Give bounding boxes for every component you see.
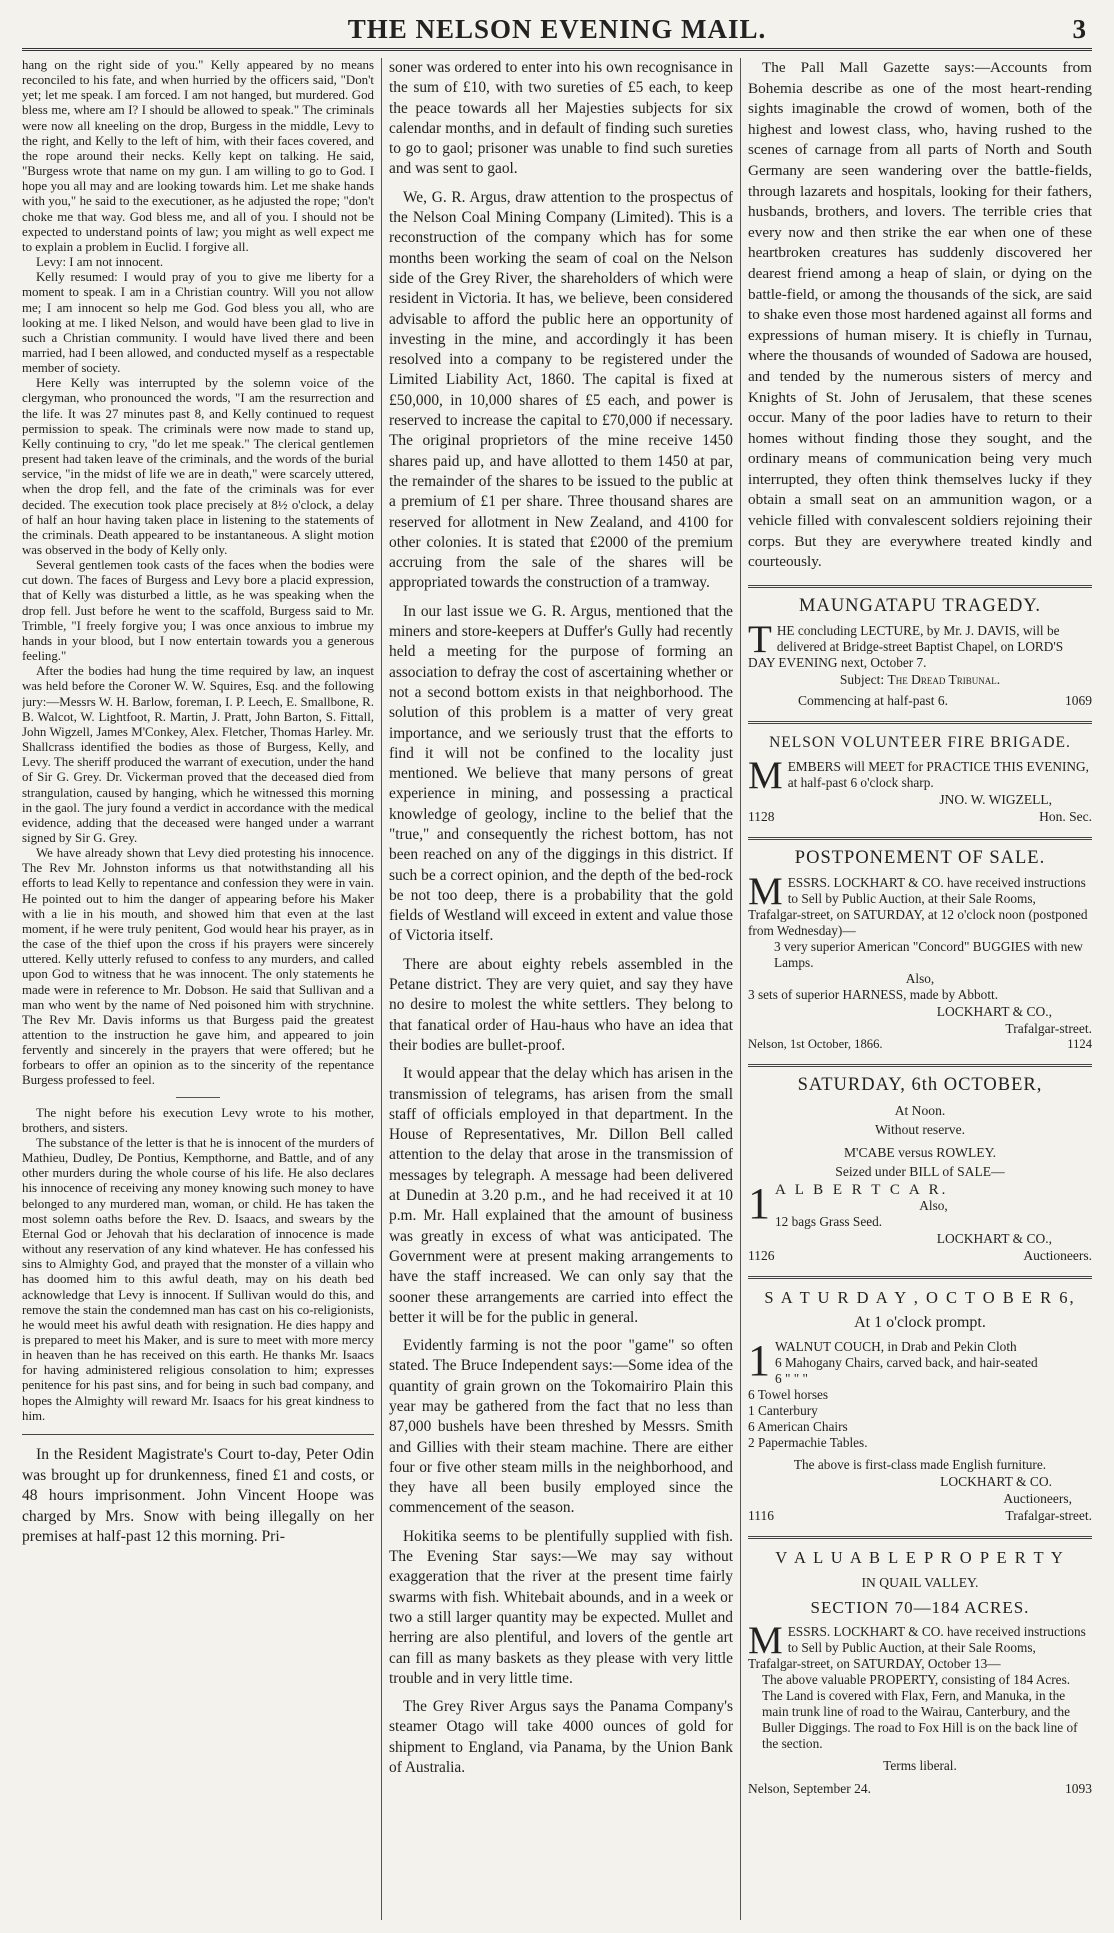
ad-case: M'CABE versus ROWLEY. [843, 1144, 997, 1160]
ad-description: The above valuable PROPERTY, consisting of 184 Acres. [762, 1671, 1071, 1687]
ad-firm: LOCKHART & CO. [940, 1473, 1052, 1489]
ad-item: 12 bags Grass Seed. [775, 1213, 883, 1229]
advertisement-furniture [748, 1289, 1092, 1524]
ad-item: 3 very superior American "Concord" BUGGIES with new Lamps. [774, 938, 1083, 970]
ad-firm: LOCKHART & CO., [936, 1230, 1052, 1246]
ad-also: Also, [905, 970, 935, 986]
ad-body: HE concluding LECTURE, by Mr. J. DAVIS, will be delivered at Bridge-street Baptist Chapel, on LORD'S DAY EVENING next, October 7. [748, 622, 1064, 670]
article-paragraph: It would appear that the delay which has arisen in the transmission of telegrams, has arisen from the small staff of officials employed in that department. In the House of Representatives, Mr. Dillon Bell called attention to the delay that arose in the transmission of messages by telegraph. A message had been delivered at Dunedin at 3.20 p.m., and he had received it at 10 p.m. Mr. Hall explained that the amount of business was greatly in excess of what was anticipated. The Government were at present making arrangements to have the staff increased. We can only say that the sooner these arrangements are carried into effect the better it will be for the public in general. [389, 1065, 733, 1326]
ad-subheading: Without reserve. [874, 1121, 966, 1137]
article-paragraph: There are about eighty rebels assembled in the Petane district. They are very quiet, and say they have no desire to molest the white settlers. They belong to that fanatical order of Hau-haus who have an idea that their bodies are bullet-proof. [389, 955, 733, 1054]
ad-seized: Seized under BILL of SALE— [835, 1163, 1005, 1179]
separator [22, 1434, 374, 1435]
advertisement-postponement [748, 847, 1092, 1052]
column-divider [381, 58, 382, 1920]
ad-street: Trafalgar-street. [1005, 1507, 1092, 1523]
article-paragraph: soner was ordered to enter into his own recognisance in the sum of £10, with two sureties of £5 each, to keep the peace towards all her Majesties subjects for six calendar months, and in default of finding such sureties to go to gaol; prisoner was unable to find such sureties and was sent to gaol. [389, 59, 733, 178]
ad-number: 1124 [1067, 1036, 1092, 1051]
ad-item: 3 sets of superior HARNESS, made by Abbott. [748, 986, 999, 1002]
article-paragraph: The substance of the letter is that he is innocent of the murders of Mathieu, Dudley, De Pontius, Kempthorne, and Battle, and of any other murders during the whole course of his life. He also declares his innocence of receiving any money knowing such money to have belonged to any murdered man, woman, or child. He has taken the most solemn oaths before the Rev. D. Isaacs, and swears by the Eternal God or Jehovah that his declaration of innocence is made without any reservation of any kind whatever. He has confessed his sins to Almighty God, and prayed that the monster of a villain who has doomed him to this awful death, may on his death bed acknowledge that Levy is innocent. If Sullivan would do this, and remove the stain the condemned man has cast on his co-religionists, he would meet his awful death with resignation. He dies happy and is prepared to meet his Maker, and is sure to meet with more mercy in heaven than he has received on this earth. He thanks Mr. Isaacs for having administered religious consolation to him; expresses penitence for his past sins, and for being in such bad company, and hopes the Almighty will reward Mr. Isaacs for his great kindness to him. [22, 1135, 374, 1423]
ad-role: Auctioneers. [1023, 1247, 1092, 1263]
ad-subheading: At Noon. [894, 1102, 946, 1118]
ad-line: WALNUT COUCH, in Drab and Pekin Cloth [775, 1338, 1017, 1354]
separator [176, 1097, 220, 1098]
court-report: In the Resident Magistrate's Court to-day, Peter Odin was brought up for drunkenness, fined £1 and costs, or 48 hours imprisonment. John Vincent Hoope was charged by Mrs. Snow with being illegally on her premises at half-past 12 this morning. Pri- [22, 1445, 374, 1546]
article-paragraph: Kelly resumed: I would pray of you to give me liberty for a moment to speak. I am in a Christian country. Will you not allow me; I am innocent so help me God. God bless you all, who are looking at me. I liked Nelson, and would have been glad to live in such a Christian community. I would have lived there and been married, had I been allowed, and conducted myself as a respectable member of society. [22, 270, 374, 376]
ad-also: Also, [919, 1197, 948, 1213]
ad-date: Nelson, 1st October, 1866. [748, 1036, 883, 1051]
ad-body: ESSRS. LOCKHART & CO. have received instructions to Sell by Public Auction, at their Sale Rooms, Trafalgar-street, on SATURDAY, at 12 o'clock noon (postponed from Wednesday)— [748, 874, 1088, 938]
drop-cap: T [748, 617, 772, 661]
ad-description: The Land is covered with Flax, Fern, and Manuka, in the main trunk line of road to the Wairau, Canterbury, and the Buller Diggings. The road to Fox Hill is on the back line of the section. [762, 1687, 1078, 1751]
ad-item: A L B E R T C A R. [775, 1181, 949, 1198]
column-divider [740, 58, 741, 1920]
ad-street: Trafalgar-street. [1005, 1020, 1092, 1036]
article-paragraph: Levy: I am not innocent. [36, 255, 164, 270]
column-1 [22, 58, 374, 1920]
article-paragraph: Hokitika seems to be plentifully supplied with fish. The Evening Star says:—We may say without exaggeration that the river at the present time fairly swarms with fish. Whitebait abounds, and in a week or two a still larger quantity may be expected. Mullet and herring are also plentiful, and lovers of the gentle art can fill as many baskets as they please with very little trouble and in very little time. [389, 1527, 733, 1687]
ad-subject-label: Subject: [839, 671, 885, 687]
article-paragraph: hang on the right side of you." Kelly appeared by no means reconciled to his fate, and when hurried by the officers said, "Don't yet; let me speak. I am forced. I am not hanged, but murdered. God bless me, where am I? I should be allowed to speak." The criminals were now all kneeling on the drop, Burgess in the middle, Levy to the right, and Kelly to the left of him, with their faces covered, and the rope around their necks. Kelly kept on talking. He said, "Burgess wrote that name on my gun. I am willing to go to God. I hope you all may and are looking towards him. Let me shake hands with you," he said to the executioner, as he adjusted the rope; "don't choke me that way. God bless me, and all of you. I should not be expected to understand points of law; you might as well expect me to explain a problem in Euclid. I forgive all. [22, 58, 374, 254]
drop-cap: M [748, 1618, 783, 1662]
ad-heading: SATURDAY, 6th OCTOBER, [797, 1074, 1043, 1095]
ad-line: 1 Canterbury [748, 1402, 818, 1418]
article-paragraph: Several gentlemen took casts of the faces when the bodies were cut down. The faces of Burgess and Levy bore a placid expression, that of Kelly was disturbed a little, as he was speaking when the drop fell. Just before he went to the scaffold, Burgess said to Mr. Trimble, "I freely forgive you; I was once anxious to imbrue my hands in your blood, but I now entertain towards you a generous feeling." [22, 558, 374, 664]
ad-terms: Terms liberal. [883, 1757, 957, 1773]
ad-section: SECTION 70—184 ACRES. [810, 1597, 1030, 1617]
advertisement-fire-brigade [748, 734, 1092, 825]
column-2 [389, 58, 733, 1920]
article-paragraph: We have already shown that Levy died protesting his innocence. The Rev Mr. Johnston informs us that notwithstanding all his efforts to lead Kelly to repentance and confession they were in vain. He pointed out to him the danger of appearing before his Maker with a lie in his mouth, and showed him that even at the last moment, if he were truly penitent, God would hear his prayer, as in the case of the thief upon the cross if his prayers were sincerely uttered. Kelly utterly refused to confess to any murders, and called upon God to witness that he was innocent. The only statements he made were in reference to Mr. Dobson. He said that Sullivan and a man who went by the name of Ned poisoned him with strychnine. The Rev Mr. Davis informs us that Burgess paid the greatest attention to the instruction he gave him, and appeared to join fervently and sincerely in the prayers that were offered; but he forbears to offer an opinion as to the sincerity of the repentance Burgess professed to feel. [22, 846, 374, 1088]
ad-heading: V A L U A B L E P R O P E R T Y [775, 1547, 1065, 1567]
ad-commencing: Commencing at half-past 6. [798, 692, 948, 708]
ad-number: 1069 [1065, 692, 1092, 708]
ad-date: Nelson, September 24. [748, 1780, 871, 1796]
separator [748, 1276, 1092, 1279]
masthead [0, 0, 1114, 50]
ad-line: 6 " " " [775, 1370, 808, 1386]
article-paragraph: After the bodies had hung the time required by law, an inquest was held before the Coroner W. W. Squires, Esq. and the following jury:—Messrs W. H. Barlow, foreman, I. P. Leech, E. Smallbone, R. B. Walcot, W. Lightfoot, R. Martin, J. Pratt, John Barton, S. Fittall, John Wigzell, James M'Conkey, Alex. Fletcher, Thomas Harley. Mr. Shallcrass identified the bodies as those of Burgess, Kelly, and Levy. The sheriff produced the warrant of execution, under the hand of Sir G. Grey. Dr. Vickerman proved that the deceased died from strangulation, caused by hanging, which he witnessed this morning in the gaol. The jury found a verdict in accordance with the medical evidence, adding that the deceased were hanged under a warrant signed by Sir G. Grey. [22, 664, 374, 845]
ad-role: Auctioneers, [1003, 1490, 1072, 1506]
article-paragraph: Here Kelly was interrupted by the solemn voice of the clergyman, who pronounced the words, "I am the resurrection and the life. It was 27 minutes past 8, and Kelly continued to request permission to speak. The criminals were now made to stand up, Kelly continuing to cry, "do let me speak." The clerical gentlemen present had taken leave of the criminals, and the words of the burial service, "in the midst of life we are in death," were scarcely uttered, when the drop fell, and the fate of the criminals was for ever decided. The execution took place precisely at 8½ o'clock, a delay of half an hour having taken place in listening to the statements of the criminals. Death appeared to be instantaneous. A slight motion was observed in the body of Kelly only. [22, 376, 374, 557]
masthead-rule [22, 48, 1092, 51]
ad-number: 1126 [748, 1247, 775, 1263]
article-paragraph: Evidently farming is not the poor "game" so often stated. The Bruce Independent says:—Some idea of the quantity of grain grown on the Tokomairiro Plain this year may be gathered from the fact that no less than 87,000 bushels have been threshed by Messrs. Smith and Gillies with their steam machine. There are either four or five other steam mills in the neighborhood, and they have all been busily employed since the commencement of the season. [389, 1337, 733, 1517]
separator [748, 837, 1092, 840]
ad-subject: The Dread Tribunal. [887, 671, 1001, 687]
page-number: 3 [1072, 14, 1086, 44]
drop-cap: 1 [748, 1335, 770, 1385]
ad-line: 6 Mahogany Chairs, carved back, and hair-seated [775, 1354, 1038, 1370]
ad-body: EMBERS will MEET for PRACTICE THIS EVENING, at half-past 6 o'clock sharp. [787, 758, 1089, 790]
ad-subheading: At 1 o'clock prompt. [854, 1313, 986, 1331]
advertisement-property [748, 1549, 1092, 1797]
separator [748, 1536, 1092, 1539]
separator [748, 1064, 1092, 1067]
column-3 [748, 58, 1092, 1920]
article-paragraph: The night before his execution Levy wrote to his mother, brothers, and sisters. [22, 1105, 374, 1135]
separator [748, 721, 1092, 724]
ad-line: 6 Towel horses [748, 1386, 829, 1402]
ad-note: The above is first-class made English furniture. [793, 1456, 1047, 1472]
ad-number: 1116 [748, 1507, 774, 1523]
ad-line: 6 American Chairs [748, 1418, 848, 1434]
article-paragraph: We, G. R. Argus, draw attention to the prospectus of the Nelson Coal Mining Company (Limited). This is a reconstruction of the company which has for some months been working the seam of coal on the Nelson side of the Grey River, the shareholders of which were resident in Victoria. It has, we believe, been considered advisable to afford the public here an opportunity of investing in the mine, and accordingly it has been resolved into a company to be registered under the Limited Liability Act, 1860. The capital is fixed at £50,000, in 10,000 shares of £5 each, and power is reserved to increase the capital to £70,000 if necessary. The original proprietors of the mine receive 1450 shares paid up, and have allotted to them 1450 at par, the remainder of the shares to be issued to the public at a premium of £1 per share. Three thousand shares are reserved for allotment in New Zealand, and 4100 for other colonies. It is stated that £2000 of the premium accruing from the sale of the shares will be appropriated towards the construction of a tramway. [389, 188, 733, 592]
drop-cap: M [748, 869, 783, 913]
ad-line: 2 Papermachie Tables. [748, 1434, 868, 1450]
drop-cap: 1 [748, 1178, 770, 1228]
article-paragraph: The Grey River Argus says the Panama Company's steamer Otago will take 4000 ounces of gold for shipment to England, via Panama, by the Union Bank of Australia. [389, 1698, 733, 1777]
ad-heading: NELSON VOLUNTEER FIRE BRIGADE. [769, 733, 1071, 751]
drop-cap: M [748, 753, 783, 797]
article-paragraph: The Pall Mall Gazette says:—Accounts from Bohemia describe as one of the most heart-rending sights imaginable the crowd of women, both of the highest and lowest class, who, having rushed to the scenes of carnage from all parts of North and South Germany are seen wandering over the battle-fields, through lazarets and hospitals, looking for their fathers, husbands, brothers, and lovers. The terrible cries that every now and then strike the ear when one of these heartbroken creatures has suddenly discovered her dearest friend among a heap of slain, or dying on the battle-field, or among the thousands of the sick, are said to shake even those most hardened against all forms and expressions of human misery. It is chiefly in Turnau, where the thousands of wounded of Sadowa are housed, and tended by the numerous sisters of mercy and Knights of St. John of Jerusalem, that these scenes occur. Many of the poor ladies have to return to their homes without finding those they sought, and the ordinary means of communication being very much interrupted, they often think themselves lucky if they obtain a small seat on an ammunition wagon, or a vehicle filled with convalescent soldiers rejoining their corps. But they are everywhere treated kindly and courteously. [748, 59, 1092, 571]
article-paragraph: In our last issue we G. R. Argus, mentioned that the miners and store-keepers at Duffer's Gully had recently held a meeting for the purpose of forming an association to defray the cost of ascertaining whether or not a second bottom exists in that neighborhood. The solution of this problem is a matter of very great importance, and we seriously trust that the efforts to find it will not be confined to the locality just mentioned. We believe that many persons of great experience in mining, and possessing a practical knowledge of geology, incline to the belief that the "true," and consequently the richest bottom, has not been reached on any of the diggings in this district. If such be a correct opinion, and the depth of the bed-rock be not too deep, there is a probability that the gold fields of Westland will exceed in extent and value those of Victoria itself. [389, 602, 733, 945]
ad-number: 1093 [1065, 1780, 1092, 1796]
separator [748, 585, 1092, 588]
ad-heading: POSTPONEMENT OF SALE. [794, 847, 1046, 868]
ad-body: ESSRS. LOCKHART & CO. have received instructions to Sell by Public Auction, at their Sale Rooms, Trafalgar-street, on SATURDAY, October 13— [748, 1623, 1086, 1671]
advertisement-maungatapu [748, 595, 1092, 709]
ad-signer: JNO. W. WIGZELL, [939, 791, 1052, 807]
advertisement-albert-car [748, 1074, 1092, 1264]
newspaper-title: THE NELSON EVENING MAIL. [347, 14, 767, 44]
ad-subheading: IN QUAIL VALLEY. [861, 1574, 979, 1590]
ad-firm: LOCKHART & CO., [936, 1003, 1052, 1019]
ad-heading: MAUNGATAPU TRAGEDY. [799, 595, 1041, 616]
ad-number: 1128 [748, 808, 775, 824]
ad-signer-title: Hon. Sec. [1039, 808, 1092, 824]
ad-heading: S A T U R D A Y , O C T O B E R 6, [764, 1287, 1076, 1307]
